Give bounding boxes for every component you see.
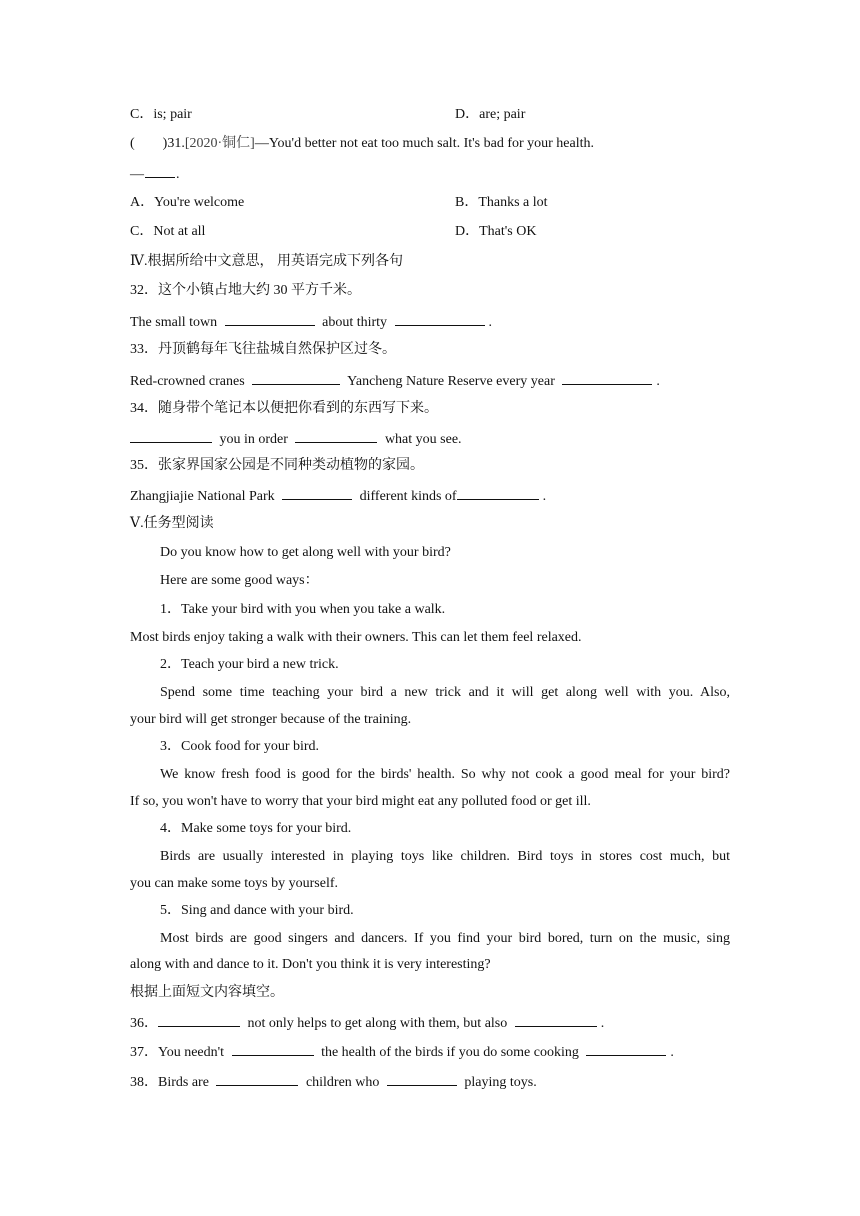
q31-option-a: A．You're welcome — [130, 195, 245, 210]
section-5-heading: Ⅴ.任务型阅读 — [130, 516, 214, 531]
q33-blank-2[interactable] — [562, 371, 652, 385]
q38-blank-1[interactable] — [216, 1072, 298, 1086]
way-2-text-line-1: Spend some time teaching your bird a new trick and it will get along well with you. Also, — [160, 685, 730, 700]
way-1-text: Most birds enjoy taking a walk with their owners. This can let them feel relaxed. — [130, 630, 582, 645]
q33-part-2: Yancheng Nature Reserve every year — [347, 374, 555, 389]
q34-chinese: 34．随身带个笔记本以便把你看到的东西写下来。 — [130, 401, 438, 416]
passage-intro-2: Here are some good ways： — [160, 573, 319, 588]
q31-dash: — — [130, 167, 144, 182]
q31-option-c: C．Not at all — [130, 224, 206, 239]
q37-period: . — [670, 1045, 674, 1060]
q31-period: . — [176, 167, 180, 182]
q38-part-3: playing toys. — [464, 1075, 537, 1090]
q35-chinese: 35．张家界国家公园是不同种类动植物的家园。 — [130, 458, 424, 473]
q35-part-1: Zhangjiajie National Park — [130, 489, 275, 504]
q31-option-b: B．Thanks a lot — [455, 195, 548, 210]
q32-part-2: about thirty — [322, 315, 388, 330]
q33-period: . — [656, 374, 660, 389]
way-5-heading: 5．Sing and dance with your bird. — [160, 903, 354, 918]
q35-part-2: different kinds of — [359, 489, 457, 504]
way-4-heading: 4．Make some toys for your bird. — [160, 821, 352, 836]
way-5-text-line-2: along with and dance to it. Don't you think it is very interesting? — [130, 957, 491, 972]
q31-number: )31. — [162, 136, 185, 151]
q33-sentence — [130, 371, 660, 391]
q36-blank-1[interactable] — [158, 1013, 240, 1027]
q30-option-d: D．are; pair — [455, 107, 526, 122]
q33-blank-1[interactable] — [252, 371, 340, 385]
q35-sentence — [130, 486, 546, 506]
q35-blank-2[interactable] — [457, 486, 539, 500]
q37-part-2: the health of the birds if you do some cooking — [321, 1045, 579, 1060]
q32-blank-2[interactable] — [395, 312, 485, 326]
section-4-heading: Ⅳ.根据所给中文意思， 用英语完成下列各句 — [130, 254, 403, 269]
q38-part-2: children who — [305, 1075, 380, 1090]
way-4-text-line-1: Birds are usually interested in playing toys like children. Bird toys in stores cost much, but — [160, 849, 730, 864]
q37-blank-1[interactable] — [232, 1042, 314, 1056]
q30-option-c: C．is; pair — [130, 107, 192, 122]
q36-blank-2[interactable] — [515, 1013, 597, 1027]
q31-source: [2020·铜仁] — [184, 136, 255, 151]
q34-blank-1[interactable] — [130, 429, 212, 443]
q31-stem — [130, 135, 594, 153]
q31-paren-open: ( — [130, 136, 135, 151]
q32-chinese: 32．这个小镇占地大约 30 平方千米。 — [130, 283, 361, 298]
q35-period: . — [542, 489, 547, 504]
task-instruction: 根据上面短文内容填空。 — [130, 985, 284, 1000]
q36-number: 36． — [130, 1016, 158, 1031]
q34-part-2: what you see. — [384, 432, 462, 447]
q33-part-1: Red-crowned cranes — [130, 374, 245, 389]
q35-blank-1[interactable] — [282, 486, 352, 500]
q34-blank-2[interactable] — [295, 429, 377, 443]
way-3-text-line-1: We know fresh food is good for the birds' health. So why not cook a good meal for your bird? — [160, 767, 730, 782]
q37-sentence — [130, 1042, 674, 1062]
way-3-text-line-2: If so, you won't have to worry that your bird might eat any polluted food or get ill. — [130, 794, 591, 809]
q34-part-1: you in order — [219, 432, 288, 447]
q32-blank-1[interactable] — [225, 312, 315, 326]
way-1-heading: 1．Take your bird with you when you take a walk. — [160, 602, 446, 617]
q31-answer-line — [130, 164, 180, 184]
q34-sentence — [130, 429, 462, 449]
q36-sentence — [130, 1013, 604, 1033]
q37-blank-2[interactable] — [586, 1042, 666, 1056]
way-2-heading: 2．Teach your bird a new trick. — [160, 657, 339, 672]
way-4-text-line-2: you can make some toys by yourself. — [130, 876, 339, 891]
q31-stem-text: —You'd better not eat too much salt. It's bad for your health. — [254, 136, 595, 151]
way-5-text-line-1: Most birds are good singers and dancers. If you find your bird bored, turn on the music, sing — [160, 931, 730, 946]
q38-part-1: 38．Birds are — [130, 1075, 209, 1090]
q38-blank-2[interactable] — [387, 1072, 457, 1086]
passage-intro-1: Do you know how to get along well with your bird? — [160, 545, 451, 560]
q38-sentence — [130, 1072, 537, 1092]
q32-period: . — [488, 315, 493, 330]
q36-part-1: not only helps to get along with them, but also — [247, 1016, 508, 1031]
q31-answer-blank[interactable] — [145, 164, 175, 178]
way-2-text-line-2: your bird will get stronger because of the training. — [130, 712, 412, 727]
q32-part-1: The small town — [130, 315, 218, 330]
q32-sentence — [130, 312, 492, 332]
q36-period: . — [600, 1016, 605, 1031]
q37-part-1: 37．You needn't — [130, 1045, 225, 1060]
q33-chinese: 33．丹顶鹤每年飞往盐城自然保护区过冬。 — [130, 342, 396, 357]
way-3-heading: 3．Cook food for your bird. — [160, 739, 320, 754]
q31-option-d: D．That's OK — [455, 224, 537, 239]
